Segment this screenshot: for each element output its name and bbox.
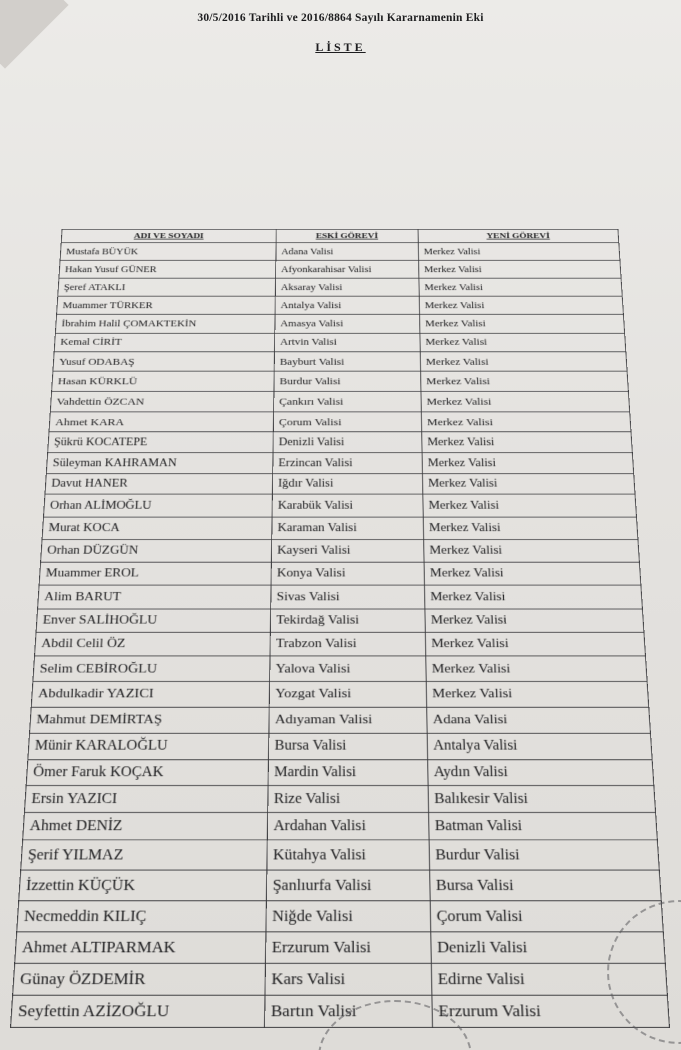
cell-old-position: Çorum Valisi: [273, 412, 421, 432]
cell-old-position: Kayseri Valisi: [271, 540, 424, 563]
cell-old-position: Çankırı Valisi: [273, 391, 421, 411]
cell-old-position: Aksaray Valisi: [275, 278, 419, 296]
cell-name: Ersin YAZICI: [24, 786, 267, 813]
table-row: [21, 840, 660, 870]
table-row: [53, 352, 627, 372]
cell-new-position: Adana Valisi: [426, 707, 650, 733]
table-header-row: [61, 229, 619, 242]
table-row: [38, 585, 643, 608]
table-row: [31, 682, 649, 708]
cell-name: Ahmet KARA: [49, 412, 273, 432]
cell-new-position: Denizli Valisi: [430, 932, 665, 963]
cell-old-position: Bayburt Valisi: [274, 352, 420, 372]
cell-new-position: Merkez Valisi: [419, 296, 623, 314]
cell-old-position: Erzurum Valisi: [265, 932, 431, 963]
table-row: [24, 786, 655, 813]
cell-new-position: Erzurum Valisi: [432, 995, 670, 1027]
cell-name: Kemal CİRİT: [54, 333, 274, 352]
cell-new-position: Merkez Valisi: [423, 540, 639, 563]
cell-new-position: Bursa Valisi: [429, 870, 661, 901]
table-row: [17, 901, 664, 932]
table-row: [50, 391, 629, 411]
table-container: [10, 66, 670, 1028]
cell-new-position: Merkez Valisi: [421, 412, 631, 432]
table-row: [43, 494, 636, 516]
table-row: [33, 656, 647, 681]
table-row: [60, 243, 620, 261]
cell-new-position: Merkez Valisi: [420, 352, 627, 372]
table-row: [58, 278, 623, 296]
table-row: [39, 562, 641, 585]
cell-new-position: Aydın Valisi: [427, 759, 653, 786]
cell-old-position: Erzincan Valisi: [272, 453, 422, 474]
table-row: [49, 412, 631, 432]
cell-new-position: Merkez Valisi: [418, 243, 620, 261]
cell-name: Ahmet DENİZ: [23, 813, 268, 840]
cell-name: Davut HANER: [45, 473, 272, 494]
table-row: [59, 260, 621, 278]
table-row: [48, 432, 633, 453]
cell-name: Mahmut DEMİRTAŞ: [30, 707, 269, 733]
cell-name: Hasan KÜRKLÜ: [52, 371, 274, 391]
cell-new-position: Merkez Valisi: [419, 278, 623, 296]
cell-new-position: Balıkesir Valisi: [428, 786, 656, 813]
cell-new-position: Burdur Valisi: [429, 840, 659, 870]
cell-new-position: Merkez Valisi: [421, 432, 632, 453]
table-row: [28, 733, 652, 759]
cell-old-position: Amasya Valisi: [275, 315, 420, 333]
cell-old-position: Ardahan Valisi: [267, 813, 429, 840]
cell-name: İbrahim Halil ÇOMAKTEKİN: [55, 315, 274, 333]
cell-name: Şerif YILMAZ: [21, 840, 267, 870]
cell-name: Enver SALİHOĞLU: [36, 609, 270, 633]
table-row: [30, 707, 651, 733]
cell-new-position: Merkez Valisi: [423, 494, 637, 516]
cell-new-position: Merkez Valisi: [425, 609, 644, 633]
cell-name: Orhan ALİMOĞLU: [43, 494, 272, 516]
cell-name: Abdulkadir YAZICI: [31, 682, 269, 708]
cell-name: Mustafa BÜYÜK: [60, 243, 276, 261]
cell-new-position: Merkez Valisi: [422, 453, 634, 474]
cell-old-position: Iğdır Valisi: [272, 473, 422, 494]
cell-old-position: Afyonkarahisar Valisi: [275, 260, 418, 278]
cell-new-position: Çorum Valisi: [430, 901, 663, 932]
cell-old-position: Denizli Valisi: [273, 432, 422, 453]
cell-old-position: Yozgat Valisi: [269, 682, 426, 708]
cell-new-position: Merkez Valisi: [421, 391, 630, 411]
table-row: [42, 517, 638, 540]
cell-old-position: Trabzon Valisi: [270, 632, 426, 656]
cell-new-position: Merkez Valisi: [418, 260, 621, 278]
table-row: [54, 333, 626, 352]
header-name: ADI VE SOYADI: [61, 229, 276, 242]
cell-old-position: Artvin Valisi: [274, 333, 420, 352]
table-row: [13, 963, 668, 995]
cell-new-position: Merkez Valisi: [420, 371, 628, 391]
cell-old-position: Bursa Valisi: [268, 733, 427, 759]
table-row: [19, 870, 662, 901]
cell-new-position: Merkez Valisi: [426, 682, 649, 708]
table-row: [57, 296, 624, 314]
cell-name: Hakan Yusuf GÜNER: [59, 260, 276, 278]
cell-name: Muammer EROL: [39, 562, 271, 585]
page-fold-shadow: [0, 0, 69, 69]
cell-new-position: Merkez Valisi: [426, 656, 648, 681]
cell-old-position: Mardin Valisi: [268, 759, 428, 786]
cell-name: Abdil Celil ÖZ: [35, 632, 271, 656]
cell-new-position: Merkez Valisi: [423, 517, 638, 540]
cell-old-position: Kars Valisi: [265, 963, 432, 995]
cell-old-position: Rize Valisi: [267, 786, 428, 813]
cell-old-position: Adıyaman Valisi: [269, 707, 427, 733]
table-row: [52, 371, 629, 391]
table-row: [45, 473, 635, 494]
cell-name: Şeref ATAKLI: [58, 278, 276, 296]
cell-old-position: Sivas Valisi: [270, 585, 424, 608]
cell-name: Süleyman KAHRAMAN: [46, 453, 272, 474]
assignment-table: [10, 229, 670, 1028]
cell-old-position: Antalya Valisi: [275, 296, 420, 314]
cell-new-position: Edirne Valisi: [431, 963, 667, 995]
cell-new-position: Merkez Valisi: [422, 473, 635, 494]
table-row: [35, 632, 646, 656]
cell-new-position: Antalya Valisi: [427, 733, 652, 759]
cell-name: Şükrü KOCATEPE: [48, 432, 273, 453]
cell-name: Alim BARUT: [38, 585, 271, 608]
cell-old-position: Adana Valisi: [276, 243, 419, 261]
table-row: [55, 315, 624, 333]
cell-name: Münir KARALOĞLU: [28, 733, 269, 759]
cell-old-position: Yalova Valisi: [269, 656, 426, 681]
cell-new-position: Merkez Valisi: [420, 333, 626, 352]
list-title: LİSTE: [315, 40, 366, 54]
document-title: 30/5/2016 Tarihli ve 2016/8864 Sayılı Kararnamenin Eki: [197, 12, 484, 24]
header-new-position: YENİ GÖREVİ: [418, 229, 619, 242]
cell-name: Muammer TÜRKER: [57, 296, 276, 314]
cell-old-position: Karabük Valisi: [272, 494, 423, 516]
cell-new-position: Merkez Valisi: [424, 562, 641, 585]
cell-name: Günay ÖZDEMİR: [13, 963, 266, 995]
table-row: [41, 540, 640, 563]
cell-name: Yusuf ODABAŞ: [53, 352, 274, 372]
cell-name: Murat KOCA: [42, 517, 272, 540]
cell-old-position: Konya Valisi: [271, 562, 424, 585]
cell-new-position: Merkez Valisi: [424, 585, 642, 608]
cell-name: Necmeddin KILIÇ: [17, 901, 266, 932]
cell-name: Seyfettin AZİZOĞLU: [11, 995, 265, 1027]
table-row: [46, 453, 633, 474]
cell-name: Selim CEBİROĞLU: [33, 656, 270, 681]
cell-name: İzzettin KÜÇÜK: [19, 870, 267, 901]
table-row: [36, 609, 644, 633]
cell-old-position: Şanlıurfa Valisi: [266, 870, 430, 901]
table-row: [23, 813, 658, 840]
cell-old-position: Niğde Valisi: [266, 901, 431, 932]
cell-old-position: Karaman Valisi: [271, 517, 423, 540]
cell-old-position: Tekirdağ Valisi: [270, 609, 425, 633]
header-old-position: ESKİ GÖREVİ: [276, 229, 418, 242]
cell-name: Vahdettin ÖZCAN: [50, 391, 273, 411]
table-row: [15, 932, 666, 963]
cell-new-position: Merkez Valisi: [425, 632, 645, 656]
cell-old-position: Bartın Valisi: [264, 995, 432, 1027]
cell-old-position: Burdur Valisi: [274, 371, 421, 391]
cell-old-position: Kütahya Valisi: [267, 840, 430, 870]
cell-new-position: Batman Valisi: [428, 813, 657, 840]
cell-name: Ömer Faruk KOÇAK: [26, 759, 268, 786]
cell-name: Orhan DÜZGÜN: [41, 540, 272, 563]
cell-new-position: Merkez Valisi: [419, 315, 624, 333]
table-row: [26, 759, 654, 786]
cell-name: Ahmet ALTIPARMAK: [15, 932, 266, 963]
